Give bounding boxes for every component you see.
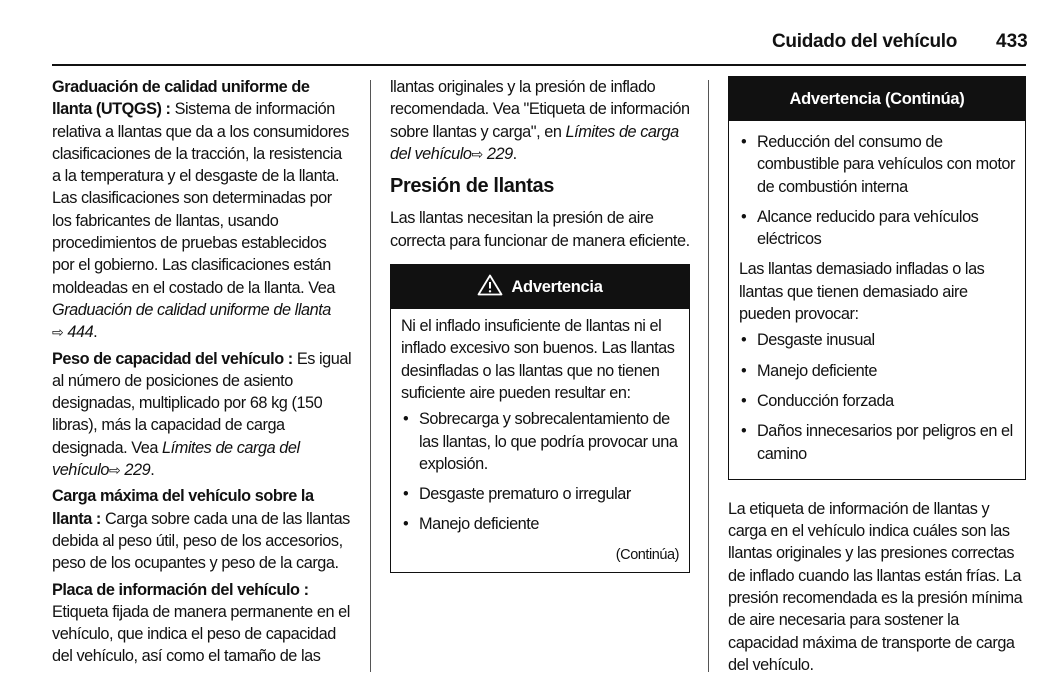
column-divider-2 [708,80,709,672]
sentence-end: . [150,461,155,480]
column-2 [390,76,690,573]
xref-page-229[interactable]: 229 [120,461,151,480]
definition-utqgs [52,76,352,344]
warning-header [391,265,689,309]
list-item: • Conducción forzada [739,390,1015,412]
warning-list [739,131,1015,250]
term-peso: Peso de capacidad del vehículo : [52,349,293,368]
warning-header [729,77,1025,121]
column-divider-1 [370,80,371,672]
warning-list [401,408,679,535]
warning-box [390,264,690,573]
continued-label: (Continúa) [615,546,679,563]
xref-page-444[interactable]: 444 [63,323,94,342]
continued-paragraph [390,76,690,165]
list-item: • Desgaste inusual [739,329,1015,351]
definition-placa [52,579,352,668]
sentence-end: . [93,323,98,342]
definition-utqgs-text: Sistema de información relativa a llantas que da a los consumidores clasificaciones de la tracción, la resistencia a la temperatura y el desgaste de la llanta. Las clasificaciones son determinadas por los fabricantes de llantas, usando procedimientos de pruebas establecidos por el gobierno. Las clasificaciones están moldeadas en el costado de la llanta. Vea [52,100,349,297]
xref-page-229[interactable]: 229 [482,144,513,163]
warning-text: Ni el inflado insuficiente de llantas ni el inflado excesivo son buenos. Las llantas desinfladas o las llantas que no tienen suficiente aire pueden resultar en: [401,317,675,402]
definition-peso [52,348,352,482]
warning-box-continued [728,76,1026,480]
xref-utqgs[interactable]: Graduación de calidad uniforme de llanta [52,300,331,319]
term-carga: Carga máxima del vehículo sobre la llanta : [52,487,314,528]
xref-limites-carga[interactable]: Límites de carga del vehículo [52,438,300,480]
list-item: • Manejo deficiente [401,513,679,535]
list-item: • Alcance reducido para vehículos eléctricos [739,206,1015,251]
warning-title: Advertencia (Continúa) [789,90,965,108]
column-1 [52,76,352,672]
intro-paragraph: Las llantas necesitan la presión de aire correcta para funcionar de manera eficiente. [390,209,690,250]
warning-title: Advertencia [511,278,603,297]
warning-list [739,329,1015,464]
section-title: Cuidado del vehículo [772,31,958,52]
xref-limites-carga[interactable]: Límites de carga del vehículo [390,122,679,163]
list-item: • Daños innecesarios por peligros en el camino [739,420,1015,465]
arrow-icon: ⇨ [471,145,483,162]
term-placa: Placa de información del vehículo : [52,580,309,599]
term-utqgs: Graduación de calidad uniforme de llanta (UTQGS) : [52,78,310,119]
arrow-icon: ⇨ [52,324,64,341]
page-number: 433 [996,31,1028,52]
definition-peso-text: Es igual al número de posiciones de asiento designadas, multiplicado por 68 kg (150 libras), más la capacidad de carga designada. Vea [52,349,352,457]
warning-text: Las llantas demasiado infladas o las llantas que tienen demasiado aire pueden provocar: [739,260,985,324]
section-heading: Presión de llantas [390,175,554,198]
warning-body [729,121,1025,479]
arrow-icon: ⇨ [109,462,121,479]
warning-body [391,309,689,572]
list-item: • Manejo deficiente [739,360,1015,382]
definition-carga-text: Carga sobre cada una de las llantas debida al peso útil, peso de los accesorios, peso de los ocupantes y peso de la carga. [52,509,350,573]
list-item: • Reducción del consumo de combustible para vehículos con motor de combustión interna [739,131,1015,198]
body-paragraph: La etiqueta de información de llantas y carga en el vehículo indica cuáles son las llantas originales y las presiones correctas de inflado cuando las llantas están frías. La presión recomendada es la presión mínima de aire necesaria para sostener la capacidad máxima de transporte de carga del vehículo. [728,499,1023,674]
list-item: • Sobrecarga y sobrecalentamiento de las llantas, lo que podría provocar una explosión. [401,408,679,475]
sentence-end: . [512,144,517,163]
definition-carga [52,485,352,574]
list-item: • Desgaste prematuro o irregular [401,483,679,505]
column-3 [728,76,1026,680]
warning-triangle-icon [477,274,503,296]
definition-placa-text: Etiqueta fijada de manera permanente en el vehículo, que indica el peso de capacidad del vehículo, así como el tamaño de las [52,602,350,666]
continued-text: llantas originales y la presión de inflado recomendada. Vea "Etiqueta de información sobre llantas y carga", en [390,78,690,141]
header-rule [52,64,1026,66]
